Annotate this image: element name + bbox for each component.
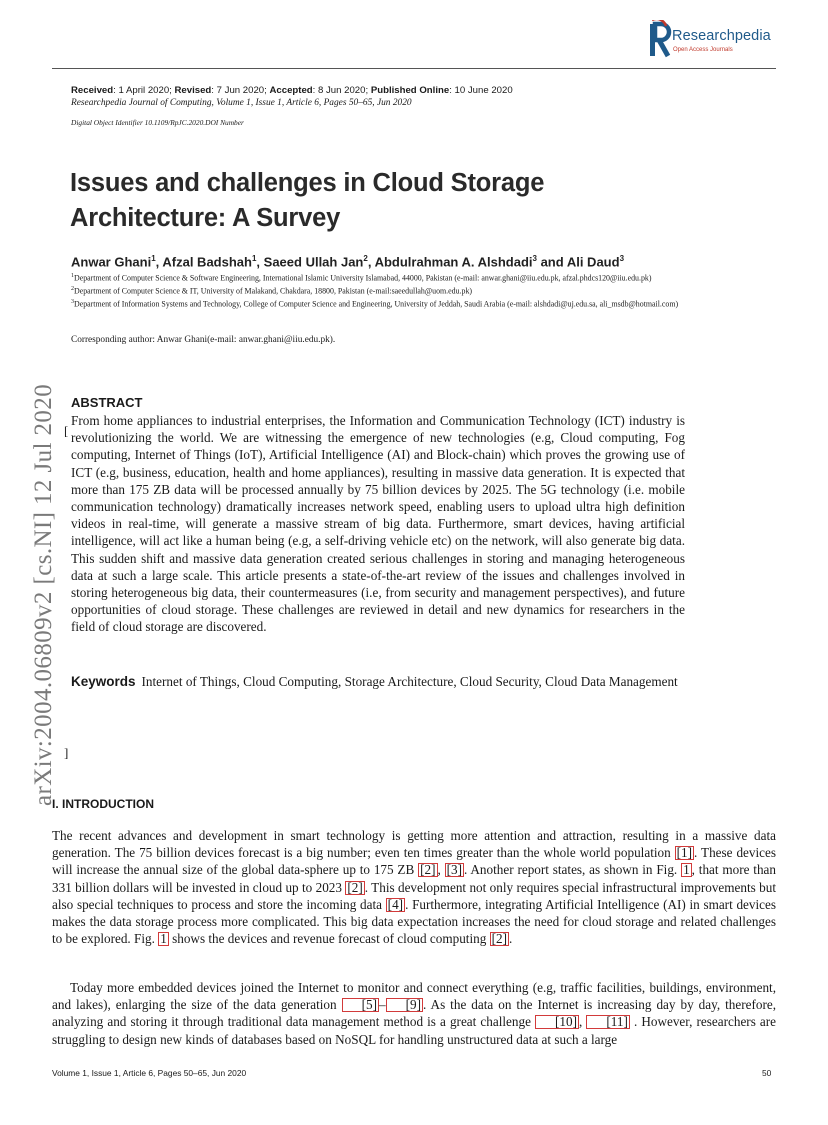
affiliation-text: Department of Information Systems and Technology, College of Computer Science and Engineering, University of Jeddah, Saudi Arabia (e-mail: alshdadi@uj.edu.sa, ali_msdb@hotmail.com)	[74, 299, 679, 309]
section-heading-introduction: I. INTRODUCTION	[52, 797, 154, 811]
author-affiliation-mark: 1	[251, 254, 257, 263]
researchpedia-logo-icon	[646, 20, 672, 60]
abstract-open-bracket: [	[64, 423, 69, 438]
revised-date: 7 Jun 2020	[216, 85, 265, 96]
logo-name: Researchpedia	[672, 28, 771, 44]
received-date: 1 April 2020	[118, 85, 170, 96]
journal-citation: Researchpedia Journal of Computing, Volume 1, Issue 1, Article 6, Pages 50–65, Jun 2020	[71, 98, 412, 108]
published-date: 10 June 2020	[454, 85, 513, 96]
footer-citation: Volume 1, Issue 1, Article 6, Pages 50–65, Jun 2020	[52, 1068, 247, 1078]
citation-link[interactable]: [10]	[535, 1015, 579, 1029]
page-number: 50	[762, 1068, 772, 1078]
affiliation-text: Department of Computer Science & Software Engineering, International Islamic University Islamabad, 44000, Pakistan (e-mail: anwar.ghani@iiu.edu.pk, afzal.phdcs120@iiu.edu.pk)	[74, 273, 652, 283]
author-affiliation-mark: 2	[363, 254, 368, 263]
dates-line: Received: 1 April 2020; Revised: 7 Jun 2020; Accepted: 8 Jun 2020; Published Online: 10 June 2020	[71, 85, 513, 96]
header-divider	[52, 68, 776, 69]
affiliations	[71, 271, 691, 310]
affiliation-entry	[71, 297, 691, 310]
citation-link[interactable]: [2]	[347, 879, 363, 895]
author-name: Abdulrahman A. Alshdadi	[374, 254, 533, 270]
intro-paragraph-1: The recent advances and development in smart technology is getting more attention and attraction, resulting in a massive data generation. The 75 billion devices forecast is a big number; even ten times greater than the whole world population [1] . These devices will increase the annual size of the global data-sphere up to 175 ZB [2] , [3] . Another report states, as shown in Fig. 1 , that more than 331 billion dollars will be invested in cloud up to 2023 [2] . This development not only requires special infrastructural improvements but also special techniques to process and store the incoming data [4] . Furthermore, integrating Artificial Intelligence (AI) in smart devices makes the data storage process more complicated. This big data expectation increases the need for cloud storage and related challenges to be explored. Fig. 1 shows the devices and revenue forecast of cloud computing [2] .	[52, 828, 777, 947]
author-affiliation-mark: 3	[532, 254, 537, 263]
affiliation-number: 3	[71, 299, 74, 306]
author-name: Afzal Badshah	[162, 254, 252, 270]
citation-link[interactable]: [2]	[491, 931, 507, 947]
abstract-close-bracket: ]	[64, 745, 69, 760]
accepted-label: Accepted	[269, 85, 313, 96]
keywords-label: Keywords	[71, 674, 136, 689]
arxiv-identifier[interactable]: arXiv:2004.06809v2 [cs.NI] 12 Jul 2020	[30, 383, 57, 806]
abstract-text: From home appliances to industrial enterprises, the Information and Communication Technology (ICT) industry is revolutionizing the world. We are witnessing the emergence of new technologies (e.g, Cloud computing, Fog computing, Internet of Things (IoT), Artificial Intelligence (AI) and Block-chain) which proves the growing use of ICT (e.g, business, education, health and home appliances), resulting in massive data generation. It is expected that more than 175 ZB data will be processed annually by 75 billion devices by 2025. The 5G technology (i.e. mobile communication technology) dramatically increases network speed, enabling users to upload ultra high definition videos in real-time, will generate a massive stream of big data. Furthermore, smart devices, having artificial intelligence, will act like a human being (e.g, a self-driving vehicle etc) on the network, will also generate big data. This sudden shift and massive data generation created serious challenges in storing and managing heterogeneous data at such a large scale. This article presents a state-of-the-art review of the issues and challenges involved in storing heterogeneous big data, their countermeasures (i.e, from security and management perspectives), and future opportunities of cloud storage. These challenges are reviewed in detail and new dynamics for researchers in the field of cloud storage are discovered.	[71, 413, 685, 635]
citation-link[interactable]: [9]	[386, 998, 423, 1012]
citation-link[interactable]: [1]	[676, 845, 693, 861]
logo-tagline: Open Access Journals	[673, 47, 733, 53]
intro-paragraph-2: Today more embedded devices joined the Internet to monitor and connect everything (e.g, traffic facilities, buildings, environment, and lakes), enlarging the size of the data generation [5] – [9] . As the data on the Internet is increasing day by day, therefore, analyzing and storing it through traditional data management method is a great challenge [10] , [11] . However, researchers are struggling to design new kinds of databases based on NoSQL for handling unstructured data at such a large	[52, 980, 777, 1047]
affiliation-entry	[71, 271, 691, 284]
received-label: Received	[71, 85, 114, 96]
citation-link[interactable]: [3]	[446, 862, 463, 878]
author-list: Anwar Ghani$^1$, Afzal Badshah$^1$, Saeed Ullah Jan$^2$, Abdulrahman A. Alshdadi$^3$ and Ali Daud$^3$	[71, 254, 625, 270]
keywords	[71, 673, 685, 690]
keywords-text: Internet of Things, Cloud Computing, Storage Architecture, Cloud Security, Cloud Data Management	[141, 674, 678, 689]
accepted-date: 8 Jun 2020	[318, 85, 366, 96]
affiliation-number: 2	[71, 286, 74, 293]
author-affiliation-mark: 1	[151, 254, 156, 263]
affiliation-entry	[71, 284, 691, 297]
corresponding-author: Corresponding author: Anwar Ghani(e-mail: anwar.ghani@iiu.edu.pk).	[71, 335, 336, 345]
paper-title: Issues and challenges in Cloud Storage Architecture: A Survey	[70, 169, 545, 232]
citation-link[interactable]: [2]	[420, 862, 436, 878]
journal-logo	[646, 20, 772, 62]
citation-link[interactable]: [11]	[586, 1015, 629, 1029]
citation-link[interactable]: 1	[160, 931, 167, 947]
abstract-heading: ABSTRACT	[71, 395, 143, 410]
citation-link[interactable]: [4]	[387, 896, 404, 912]
author-name: Anwar Ghani	[71, 254, 152, 270]
author-name: Saeed Ullah Jan	[263, 254, 364, 270]
revised-label: Revised	[174, 85, 212, 96]
author-affiliation-mark: 3	[619, 254, 625, 263]
affiliation-text: Department of Computer Science & IT, University of Malakand, Chakdara, 18800, Pakistan (e-mail:saeedullah@uom.edu.pk)	[74, 286, 473, 296]
citation-link[interactable]: [5]	[342, 998, 379, 1012]
citation-link[interactable]: 1	[683, 862, 690, 878]
published-label: Published Online	[370, 85, 450, 96]
doi: Digital Object Identifier 10.1109/RpJC.2020.DOI Number	[71, 118, 244, 127]
author-name: Ali Daud	[566, 254, 620, 270]
affiliation-number: 1	[71, 273, 74, 279]
